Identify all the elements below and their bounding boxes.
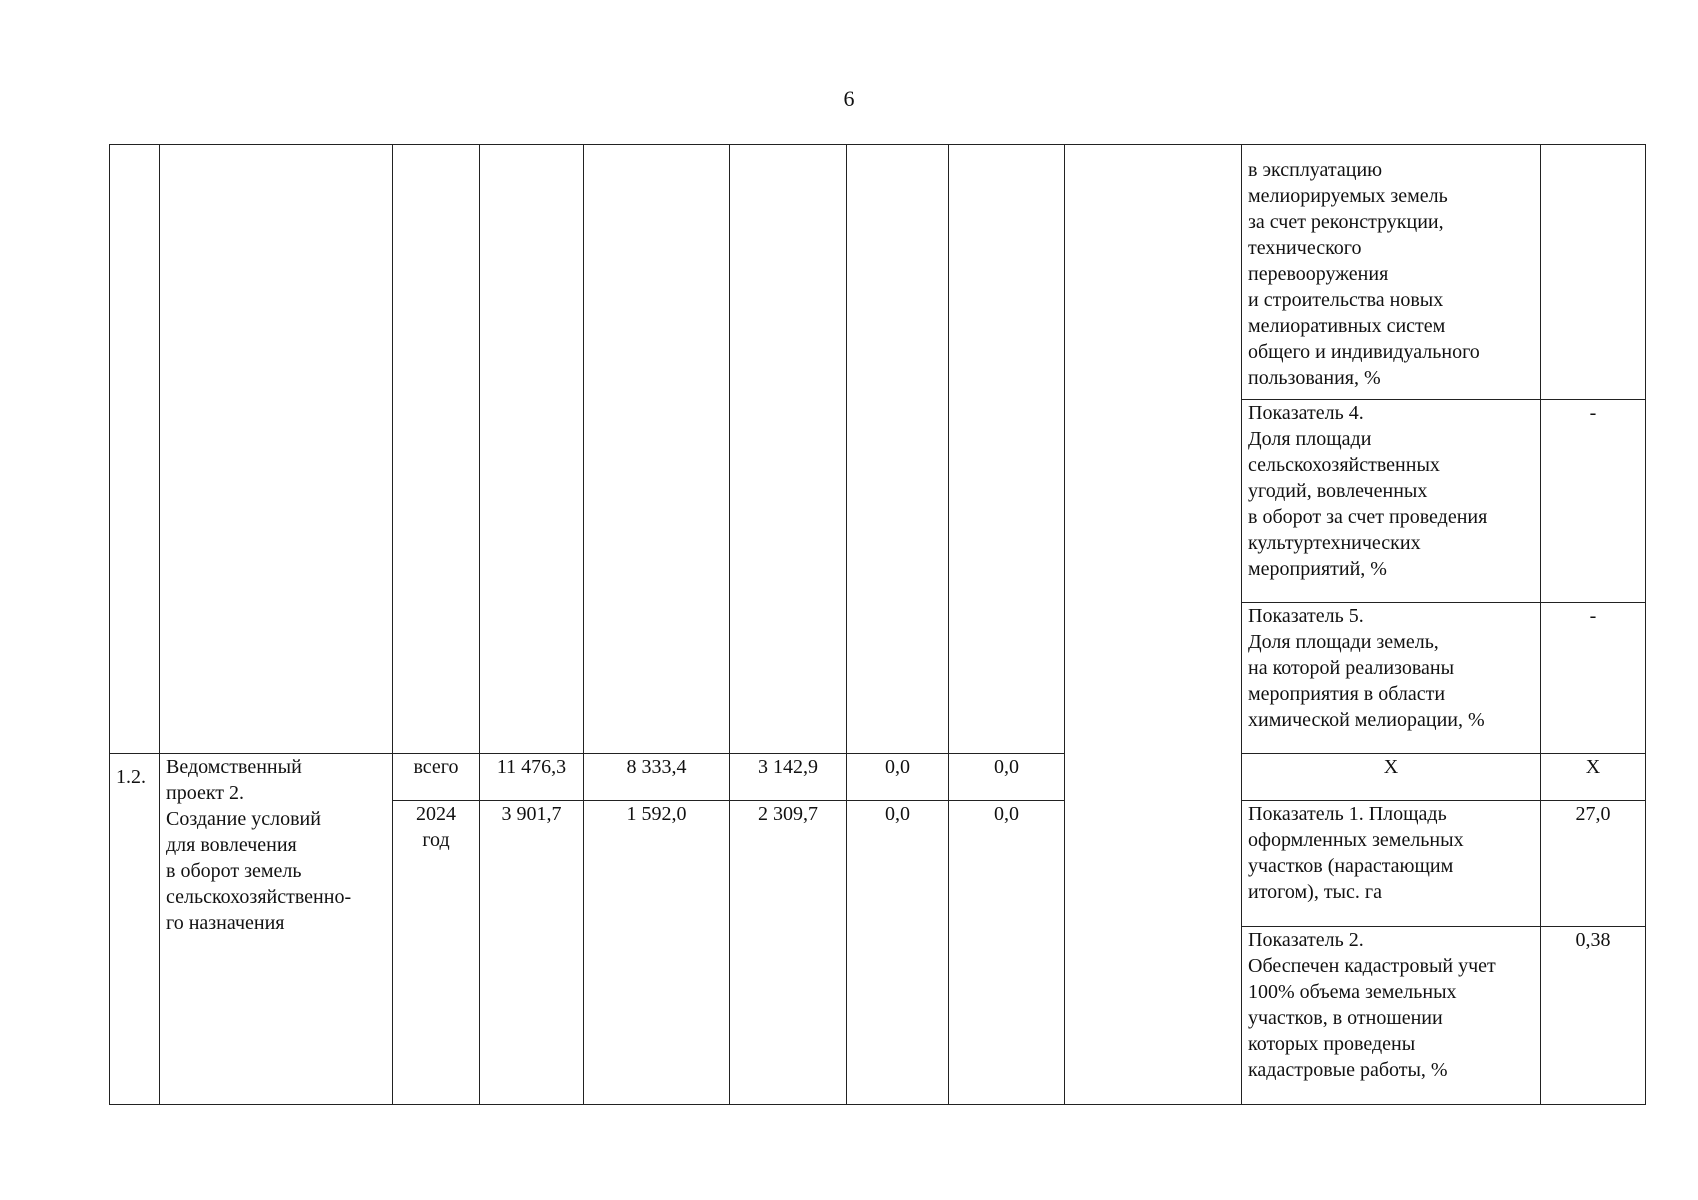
indicator-5-text: Показатель 5. Доля площади земель, на которой реализованы мероприятия в области химической мелиорации, % xyxy=(1242,603,1541,754)
program-table xyxy=(109,144,1646,1105)
year-c3: 2 309,7 xyxy=(730,801,847,1105)
indicator-4-value: - xyxy=(1541,400,1646,603)
indicator-1-text: Показатель 1. Площадь оформленных земельных участков (нарастающим итогом), тыс. га xyxy=(1242,801,1541,927)
project-name: Ведомственный проект 2. Создание условий для вовлечения в оборот земель сельскохозяйственно- го назначения xyxy=(160,754,393,1105)
indicator-continued-value xyxy=(1541,145,1646,400)
indicator-2-value: 0,38 xyxy=(1541,927,1646,1105)
cell-period-empty xyxy=(393,145,480,754)
indicator-5-value: - xyxy=(1541,603,1646,754)
total-c3: 3 142,9 xyxy=(730,754,847,801)
cell-c1-empty xyxy=(480,145,584,754)
project-number: 1.2. xyxy=(110,754,160,1105)
cell-c2-empty xyxy=(584,145,730,754)
total-c2: 8 333,4 xyxy=(584,754,730,801)
cell-c4-empty xyxy=(847,145,949,754)
indicator-1-value: 27,0 xyxy=(1541,801,1646,927)
cell-responsible-empty xyxy=(1065,145,1242,1105)
table-row xyxy=(110,145,1646,400)
total-c5: 0,0 xyxy=(949,754,1065,801)
year-c5: 0,0 xyxy=(949,801,1065,1105)
total-c1: 11 476,3 xyxy=(480,754,584,801)
cell-number-empty xyxy=(110,145,160,754)
total-period: всего xyxy=(393,754,480,801)
total-indicator: Х xyxy=(1242,754,1541,801)
total-value: Х xyxy=(1541,754,1646,801)
year-c1: 3 901,7 xyxy=(480,801,584,1105)
year-c4: 0,0 xyxy=(847,801,949,1105)
year-c2: 1 592,0 xyxy=(584,801,730,1105)
cell-c3-empty xyxy=(730,145,847,754)
page-number: 6 xyxy=(843,86,855,111)
indicator-continued-text: в эксплуатацию мелиорируемых земель за счет реконструкции, технического перевооружения и строительства новых мелиоративных систем общего и индивидуального пользования, % xyxy=(1242,145,1541,400)
total-c4: 0,0 xyxy=(847,754,949,801)
cell-c5-empty xyxy=(949,145,1065,754)
indicator-2-text: Показатель 2. Обеспечен кадастровый учет 100% объема земельных участков, в отношении которых проведены кадастровые работы, % xyxy=(1242,927,1541,1105)
cell-name-empty xyxy=(160,145,393,754)
table-row xyxy=(110,754,1646,801)
year-period: 2024 год xyxy=(393,801,480,1105)
indicator-4-text: Показатель 4. Доля площади сельскохозяйственных угодий, вовлеченных в оборот за счет проведения культуртехнических мероприятий, % xyxy=(1242,400,1541,603)
